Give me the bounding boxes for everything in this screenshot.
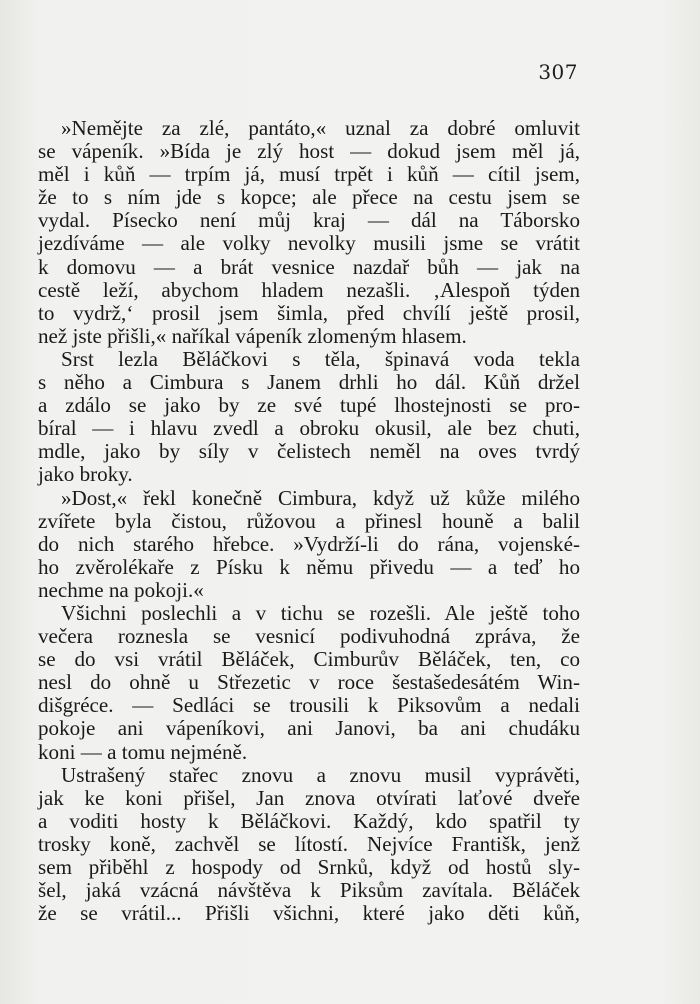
text-line: jako broky. [38, 462, 133, 487]
paragraph [38, 117, 580, 348]
text-line: to vydrž,‘ prosil jsem šimla, před chvílí ještě prosil, [38, 300, 580, 325]
text-line: Ustrašený stařec znovu a znovu musil vyprávěti, [61, 762, 580, 787]
text-line: pokoje ani vápeníkovi, ani Janovi, ba ani chudáku [38, 716, 580, 741]
text-line: než jste přišli,« naříkal vápeník zlomeným hlasem. [38, 323, 467, 348]
text-line: trosky koně, zachvěl se lítostí. Nejvíce Františk, jenž [38, 831, 580, 856]
text-line: nechme na pokoji.« [38, 577, 204, 602]
text-line: Všichni poslechli a v tichu se rozešli. Ale ještě toho [61, 600, 580, 625]
text-line: jak ke koni přišel, Jan znova otvírati laťové dveře [38, 785, 580, 810]
text-line: jezdíváme — ale volky nevolky musili jsme se vrátit [38, 231, 580, 256]
text-line: šel, jaká vzácná návštěva k Piksům zavítala. Běláček [38, 878, 580, 903]
text-line: Srst lezla Běláčkovi s těla, špinavá voda tekla [61, 346, 580, 371]
text-line: mdle, jako by síly v čelistech neměl na oves tvrdý [38, 439, 580, 464]
text-line: sem přiběhl z hospody od Srnků, když od hostů sly- [38, 855, 580, 879]
text-line: »Dost,« řekl konečně Cimbura, když už kůže milého [61, 485, 580, 510]
paragraph [38, 602, 580, 764]
text-line: zvířete byla čistou, růžovou a přinesl houně a balil [38, 508, 580, 533]
text-line: a voditi hosty k Běláčkovi. Každý, kdo spatřil ty [38, 808, 580, 833]
text-line: bíral — i hlavu zvedl a obroku okusil, ale bez chuti, [38, 416, 580, 441]
page-number: 307 [538, 60, 578, 84]
text-line: do nich starého hřebce. »Vydrží-li do rána, vojenské- [38, 531, 580, 556]
text-line: dišgréce. — Sedláci se trousili k Piksovům a nedali [38, 693, 580, 718]
text-line: se vápeník. »Bída je zlý host — dokud jsem měl já, [38, 139, 580, 164]
paragraph [38, 348, 580, 487]
text-line: k domovu — a brát vesnice nazdař bůh — jak na [38, 254, 580, 279]
text-line: vydal. Písecko není můj kraj — dál na Táborsko [38, 208, 580, 233]
paragraph [38, 764, 580, 926]
text-line: a zdálo se jako by ze své tupé lhostejnosti se pro- [38, 393, 580, 418]
text-line: cestě leží, abychom hladem nezašli. ‚Alespoň týden [38, 277, 580, 302]
text-line: že to s ním jde s kopce; ale přece na cestu jsem se [38, 185, 580, 210]
text-line: s něho a Cimbura s Janem drhli ho dál. Kůň držel [38, 370, 580, 395]
text-line: se do vsi vrátil Běláček, Cimburův Běláček, ten, co [38, 647, 580, 672]
text-line: ho zvěrolékaře z Písku k němu přivedu — a teď ho [38, 554, 580, 579]
text-line: »Nemějte za zlé, pantáto,« uznal za dobré omluvit [61, 116, 580, 140]
text-line: že se vrátil... Přišli všichni, které jako děti kůň, [38, 901, 580, 926]
text-line: měl i kůň — trpím já, musí trpět i kůň — cítil jsem, [38, 162, 580, 187]
body-text [38, 117, 580, 925]
text-line: koni — a tomu nejméně. [38, 739, 248, 764]
paragraph [38, 487, 580, 602]
text-line: nesl do ohně u Střezetic v roce šestašedesátém Win- [38, 670, 580, 695]
text-line: večera roznesla se vesnicí podivuhodná zpráva, že [38, 624, 580, 649]
